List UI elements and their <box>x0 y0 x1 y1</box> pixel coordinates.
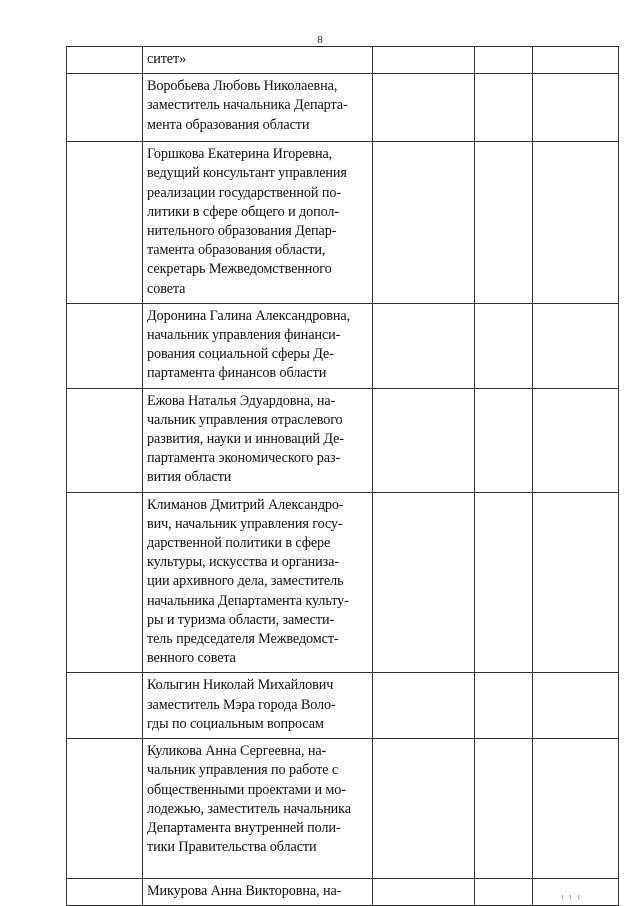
empty-cell <box>67 739 143 879</box>
member-text: Куликова Анна Сергеевна, на- чальник управления по работе с общественными проектами и мо- лодежью, заместитель начальника Департамента внутренней поли- тики Правительства области <box>147 743 351 856</box>
member-cell <box>143 388 373 492</box>
empty-cell <box>373 739 475 879</box>
member-cell <box>143 142 373 304</box>
member-text: Горшкова Екатерина Игоревна, ведущий консультант управления реализации государственной по- литики в сфере общего и допол- нительного образования Депар- тамента образования области, секретарь Межведомственного совета <box>147 146 347 297</box>
scan-corner-mark: ı ı ı <box>561 892 582 901</box>
empty-cell <box>67 47 143 74</box>
table-row <box>67 74 619 142</box>
empty-cell <box>373 492 475 673</box>
empty-cell <box>533 739 619 879</box>
empty-cell <box>475 74 533 142</box>
empty-cell <box>533 142 619 304</box>
member-text: Колыгин Николай Михайлович заместитель Мэра города Воло- гды по социальным вопросам <box>147 677 336 732</box>
empty-cell <box>67 673 143 739</box>
table-row <box>67 47 619 74</box>
empty-cell <box>373 879 475 906</box>
member-text: Климанов Дмитрий Александро- вич, начальник управления госу- дарственной политики в сфере культуры, искусства и организа- ции архивного дела, заместитель начальника Департамента культу- ры и туризма области, замести- тель председателя Межведомст- венного совета <box>147 496 349 667</box>
empty-cell <box>475 739 533 879</box>
table-row <box>67 739 619 879</box>
member-cell <box>143 492 373 673</box>
empty-cell <box>373 673 475 739</box>
member-cell <box>143 303 373 388</box>
empty-cell <box>533 303 619 388</box>
member-text: Доронина Галина Александровна, начальник управления финанси- рования социальной сферы Де- партамента финансов области <box>147 307 351 382</box>
member-cell <box>143 74 373 142</box>
member-text: Воробьева Любовь Николаевна, заместитель начальника Департа- мента образования области <box>147 78 348 133</box>
member-cell <box>143 739 373 879</box>
empty-cell <box>373 303 475 388</box>
empty-cell <box>67 879 143 906</box>
empty-cell <box>373 388 475 492</box>
members-table <box>66 46 619 906</box>
page-number: 8 <box>317 34 323 46</box>
empty-cell <box>373 47 475 74</box>
table-row <box>67 142 619 304</box>
member-text: ситет» <box>147 51 187 67</box>
empty-cell <box>67 303 143 388</box>
empty-cell <box>533 74 619 142</box>
empty-cell <box>533 673 619 739</box>
table-row <box>67 388 619 492</box>
empty-cell <box>475 673 533 739</box>
empty-cell <box>475 47 533 74</box>
empty-cell <box>475 303 533 388</box>
member-text: Ежова Наталья Эдуардовна, на- чальник управления отраслевого развития, науки и инноваций Де- партамента экономического раз- вития области <box>147 392 344 486</box>
member-cell <box>143 47 373 74</box>
table-row <box>67 492 619 673</box>
member-cell <box>143 673 373 739</box>
empty-cell <box>67 492 143 673</box>
member-cell <box>143 879 373 906</box>
empty-cell <box>533 47 619 74</box>
empty-cell <box>475 879 533 906</box>
table-row <box>67 879 619 906</box>
member-text: Микурова Анна Викторовна, на- <box>147 883 342 900</box>
table-row <box>67 673 619 739</box>
empty-cell <box>475 492 533 673</box>
empty-cell <box>475 142 533 304</box>
empty-cell <box>475 388 533 492</box>
empty-cell <box>373 142 475 304</box>
empty-cell <box>67 388 143 492</box>
empty-cell <box>533 492 619 673</box>
empty-cell <box>67 74 143 142</box>
empty-cell <box>373 74 475 142</box>
table-row <box>67 303 619 388</box>
empty-cell <box>533 388 619 492</box>
empty-cell <box>67 142 143 304</box>
